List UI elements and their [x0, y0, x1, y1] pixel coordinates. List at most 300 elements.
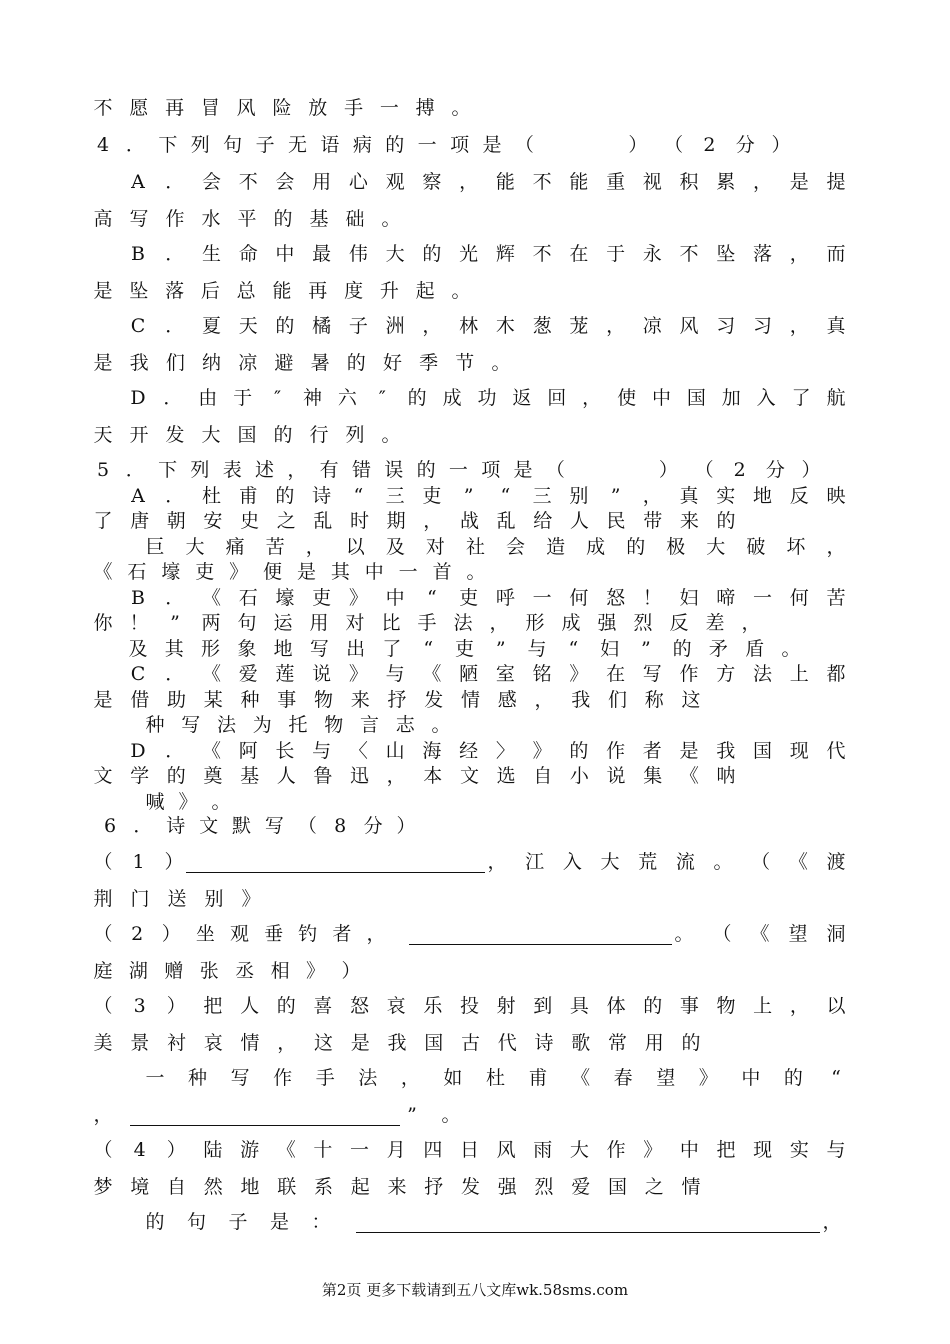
glyph: 心 [348, 171, 368, 193]
glyph: 是 [482, 134, 502, 156]
glyph: ， [459, 171, 479, 193]
glyph: 石 [127, 561, 147, 583]
glyph: 坐 [195, 923, 215, 945]
glyph: 情 [240, 1032, 260, 1054]
glyph: 学 [130, 765, 150, 787]
glyph: 了 [791, 387, 811, 409]
glyph: 不 [532, 243, 552, 265]
glyph: 的 [783, 1067, 803, 1089]
glyph: 》 [241, 888, 261, 910]
glyph: 的 [273, 208, 293, 230]
text-line [0, 386, 950, 410]
glyph: 发 [424, 689, 444, 711]
glyph: 把 [203, 995, 223, 1017]
glyph: 自 [166, 1176, 186, 1198]
glyph: ″ [274, 387, 282, 409]
glyph: 写 [230, 1067, 250, 1089]
glyph: 积 [679, 171, 699, 193]
glyph: 出 [346, 638, 366, 660]
glyph: 基 [240, 765, 260, 787]
glyph: 古 [460, 1032, 480, 1054]
glyph: 苦 [265, 536, 285, 558]
glyph: 诗 [166, 815, 186, 837]
glyph: 某 [203, 689, 223, 711]
glyph: 能 [495, 171, 515, 193]
glyph: 5 [96, 459, 110, 481]
glyph: 季 [419, 352, 439, 374]
glyph: 其 [164, 638, 184, 660]
glyph: 苦 [826, 587, 846, 609]
glyph: 坏 [786, 536, 806, 558]
glyph: 累 [716, 171, 736, 193]
glyph: 茏 [569, 315, 589, 337]
glyph: （ [514, 134, 534, 156]
glyph: 助 [166, 689, 186, 711]
glyph: “ [568, 638, 579, 660]
glyph: 对 [345, 612, 365, 634]
text-line [0, 662, 950, 686]
glyph: ． [133, 815, 153, 837]
glyph: ， [642, 485, 662, 507]
glyph: 志 [395, 714, 415, 736]
glyph: ， [487, 851, 507, 873]
glyph: 作 [606, 1139, 626, 1161]
glyph: ） [341, 960, 361, 982]
answer-blank[interactable] [409, 922, 672, 945]
glyph: 的 [275, 485, 295, 507]
glyph: 国 [424, 1032, 444, 1054]
page-footer: 第2页 更多下载请到五八文库wk.58sms.com [321, 1281, 629, 1299]
glyph: 作 [679, 663, 699, 685]
glyph: 作 [606, 740, 626, 762]
glyph: 林 [459, 315, 479, 337]
glyph: 巨 [145, 536, 165, 558]
glyph: A [131, 171, 145, 193]
glyph: 极 [666, 536, 686, 558]
glyph: 橘 [312, 315, 332, 337]
glyph: 。 [451, 280, 471, 302]
glyph: 别 [204, 888, 224, 910]
glyph: 中 [651, 387, 671, 409]
glyph: 光 [459, 243, 479, 265]
glyph: B [131, 587, 145, 609]
glyph: 《 [571, 1067, 591, 1089]
glyph: 言 [359, 714, 379, 736]
glyph: 成 [442, 387, 462, 409]
glyph: 丞 [235, 960, 255, 982]
glyph: 如 [443, 1067, 463, 1089]
glyph: 的 [407, 387, 427, 409]
glyph: 风 [496, 1139, 516, 1161]
glyph: ） [658, 459, 678, 481]
glyph: 分 [765, 459, 785, 481]
glyph: 《 [201, 663, 221, 685]
glyph: 写 [264, 815, 284, 837]
glyph: 中 [364, 561, 384, 583]
glyph: 为 [252, 714, 272, 736]
glyph: 春 [613, 1067, 633, 1089]
glyph: 呼 [495, 587, 515, 609]
glyph: 与 [826, 1139, 846, 1161]
text-line [0, 484, 950, 508]
glyph: 物 [324, 714, 344, 736]
glyph: 美 [93, 1032, 113, 1054]
fill-line [0, 1138, 950, 1162]
glyph: B [131, 243, 145, 265]
glyph: 。 [381, 208, 401, 230]
glyph: 六 [337, 387, 357, 409]
glyph: 项 [481, 459, 501, 481]
glyph: 湖 [128, 960, 148, 982]
fill-line [0, 887, 950, 911]
glyph: 壕 [275, 587, 295, 609]
glyph: 射 [496, 995, 516, 1017]
glyph: 子 [348, 315, 368, 337]
glyph: 分 [363, 815, 383, 837]
glyph: ” [495, 638, 506, 660]
glyph: 这 [313, 1032, 333, 1054]
glyph: 会 [506, 536, 526, 558]
fill-line [0, 922, 950, 946]
glyph: 别 [569, 485, 589, 507]
glyph: 不 [238, 171, 258, 193]
glyph: 了 [93, 510, 113, 532]
text-line [0, 535, 950, 559]
glyph: 行 [309, 424, 329, 446]
glyph: 事 [277, 689, 297, 711]
answer-blank[interactable] [356, 1210, 820, 1233]
glyph: 夏 [201, 315, 221, 337]
glyph: 的 [275, 315, 295, 337]
glyph: 现 [789, 740, 809, 762]
glyph: 歌 [571, 1032, 591, 1054]
glyph: 》 [698, 1067, 718, 1089]
glyph: 乱 [313, 510, 333, 532]
glyph: 啼 [716, 587, 736, 609]
glyph: 奠 [203, 765, 223, 787]
glyph: 〉 [495, 740, 515, 762]
glyph: 种 [188, 1067, 208, 1089]
glyph: 作 [273, 1067, 293, 1089]
glyph: 把 [716, 1139, 736, 1161]
glyph: ” [407, 1104, 417, 1126]
glyph: 以 [826, 995, 846, 1017]
glyph: 三 [532, 485, 552, 507]
glyph: 真 [679, 485, 699, 507]
glyph: ． [125, 134, 145, 156]
glyph: 度 [344, 280, 364, 302]
text-line [0, 96, 950, 120]
glyph: 反 [789, 485, 809, 507]
glyph: 在 [606, 663, 626, 685]
glyph: 洞 [826, 923, 846, 945]
glyph: 法 [453, 612, 473, 634]
glyph: 我 [129, 352, 149, 374]
glyph: 子 [255, 134, 275, 156]
glyph: 文 [93, 765, 113, 787]
glyph: 是 [789, 171, 809, 193]
glyph: 吏 [454, 638, 474, 660]
glyph: 十 [313, 1139, 333, 1161]
glyph: 平 [237, 208, 257, 230]
glyph: 《 [422, 663, 442, 685]
glyph: 自 [533, 765, 553, 787]
glyph: 乱 [496, 510, 516, 532]
text-line [0, 170, 950, 194]
glyph: ， [93, 1104, 113, 1126]
glyph: 。 [431, 714, 451, 736]
glyph: D [130, 387, 146, 409]
glyph: 实 [789, 1139, 809, 1161]
text-line [0, 458, 950, 482]
glyph: 我 [387, 1032, 407, 1054]
glyph: 爱 [571, 1176, 591, 1198]
glyph: 好 [382, 352, 402, 374]
glyph: 联 [277, 1176, 297, 1198]
glyph: 子 [228, 1211, 248, 1233]
glyph: 用 [644, 1032, 664, 1054]
glyph: 8 [334, 815, 347, 837]
glyph: 者 [642, 740, 662, 762]
glyph: 以 [345, 536, 365, 558]
glyph: 误 [384, 459, 404, 481]
glyph: 大 [569, 1139, 589, 1161]
glyph: 哀 [203, 1032, 223, 1054]
glyph: 中 [385, 587, 405, 609]
glyph: 习 [753, 315, 773, 337]
glyph: 境 [130, 1176, 150, 1198]
glyph: 险 [272, 97, 292, 119]
text-line [0, 739, 950, 763]
glyph: ” [463, 485, 474, 507]
glyph: 铭 [532, 663, 552, 685]
glyph: 文 [459, 765, 479, 787]
glyph: 形 [525, 612, 545, 634]
glyph: 》 [532, 740, 552, 762]
text-line [0, 207, 950, 231]
glyph: 代 [497, 1032, 517, 1054]
glyph: 乐 [423, 995, 443, 1017]
glyph: 室 [495, 663, 515, 685]
glyph: （ [545, 459, 565, 481]
glyph: 门 [130, 888, 150, 910]
glyph: 上 [789, 663, 809, 685]
glyph: 冒 [200, 97, 220, 119]
glyph: ， [422, 315, 442, 337]
text-line [0, 560, 950, 584]
glyph: 不 [532, 171, 552, 193]
glyph: 抒 [387, 689, 407, 711]
glyph: 2 [733, 459, 746, 481]
glyph: 我 [571, 689, 591, 711]
glyph: 相 [270, 960, 290, 982]
glyph: 称 [644, 689, 664, 711]
glyph: 辉 [495, 243, 515, 265]
glyph: 喜 [313, 995, 333, 1017]
glyph: 吏 [312, 587, 332, 609]
glyph: 生 [201, 243, 221, 265]
glyph: 首 [432, 561, 452, 583]
glyph: ， [753, 171, 773, 193]
glyph: 望 [656, 1067, 676, 1089]
glyph: 写 [309, 638, 329, 660]
text-line [0, 351, 950, 375]
glyph: 这 [681, 689, 701, 711]
glyph: 中 [275, 243, 295, 265]
glyph: 望 [788, 923, 808, 945]
glyph: 强 [597, 612, 617, 634]
glyph: ． [163, 387, 183, 409]
glyph: 诗 [534, 1032, 554, 1054]
glyph: 爱 [238, 663, 258, 685]
glyph: ， [789, 995, 809, 1017]
glyph: 风 [679, 315, 699, 337]
glyph: 诗 [312, 485, 332, 507]
glyph: 民 [606, 510, 626, 532]
glyph: 列 [190, 134, 210, 156]
glyph: ． [165, 243, 185, 265]
glyph: 痛 [225, 536, 245, 558]
glyph: 喊 [145, 791, 165, 813]
fill-line [0, 1066, 950, 1090]
glyph: （ [93, 1139, 113, 1161]
text-line [0, 133, 950, 157]
glyph: 本 [423, 765, 443, 787]
glyph: ， [277, 1032, 297, 1054]
glyph: 小 [569, 765, 589, 787]
glyph: 对 [425, 536, 445, 558]
glyph: 。 [441, 1104, 461, 1126]
glyph: 及 [128, 638, 148, 660]
glyph: 发 [460, 1176, 480, 1198]
glyph: 国 [686, 387, 706, 409]
glyph: 渡 [826, 851, 846, 873]
glyph: 愿 [129, 97, 149, 119]
glyph: 物 [716, 995, 736, 1017]
glyph: ， [582, 387, 602, 409]
glyph: 《 [750, 923, 770, 945]
glyph: 国 [607, 1176, 627, 1198]
glyph: 的 [716, 510, 736, 532]
glyph: 4 [133, 1139, 146, 1161]
glyph: 放 [308, 97, 328, 119]
glyph: 《 [679, 765, 699, 787]
glyph: ． [165, 587, 185, 609]
glyph: 》 [348, 587, 368, 609]
glyph: “ [427, 587, 437, 609]
glyph: 视 [642, 171, 662, 193]
glyph: 句 [223, 134, 243, 156]
answer-blank[interactable] [130, 1103, 400, 1126]
glyph: ） [396, 815, 416, 837]
glyph: 是 [93, 689, 113, 711]
glyph: ， [741, 612, 761, 634]
glyph: ） [166, 995, 186, 1017]
glyph: 与 [527, 638, 547, 660]
glyph: 下 [158, 459, 178, 481]
glyph: 景 [130, 1032, 150, 1054]
glyph: 反 [669, 612, 689, 634]
glyph: 。 [781, 638, 801, 660]
glyph: 的 [346, 352, 366, 374]
glyph: 造 [546, 536, 566, 558]
text-line [0, 790, 950, 814]
glyph: 》 [229, 561, 249, 583]
glyph: C [130, 663, 146, 685]
glyph: ， [366, 923, 386, 945]
glyph: 天 [93, 424, 113, 446]
glyph: 时 [350, 510, 370, 532]
glyph: A [131, 485, 145, 507]
glyph: 木 [495, 315, 515, 337]
glyph: 列 [190, 459, 210, 481]
glyph: 起 [415, 280, 435, 302]
answer-blank[interactable] [186, 850, 485, 873]
glyph: 》 [306, 960, 326, 982]
glyph: 何 [789, 587, 809, 609]
glyph: 的 [672, 638, 692, 660]
glyph: 列 [345, 424, 365, 446]
glyph: C [130, 315, 146, 337]
glyph: 吏 [195, 561, 215, 583]
glyph: 抒 [424, 1176, 444, 1198]
glyph: 习 [716, 315, 736, 337]
glyph: 一 [398, 561, 418, 583]
glyph: 之 [276, 510, 296, 532]
text-line [0, 279, 950, 303]
glyph: 莲 [275, 663, 295, 685]
glyph: 妇 [679, 587, 699, 609]
glyph: 国 [753, 740, 773, 762]
glyph: 2 [131, 923, 144, 945]
glyph: 。 [451, 97, 471, 119]
glyph: 们 [607, 689, 627, 711]
glyph: 四 [423, 1139, 443, 1161]
glyph: 体 [606, 995, 626, 1017]
glyph: 航 [826, 387, 846, 409]
glyph: 史 [240, 510, 260, 532]
glyph: 2 [703, 134, 716, 156]
glyph: 一 [379, 97, 399, 119]
glyph: 选 [496, 765, 516, 787]
glyph: 。 [491, 352, 511, 374]
glyph: 了 [382, 638, 402, 660]
glyph: 们 [165, 352, 185, 374]
glyph: 凉 [238, 352, 258, 374]
glyph: 而 [826, 243, 846, 265]
glyph: 方 [716, 663, 736, 685]
glyph: 象 [237, 638, 257, 660]
glyph: 游 [240, 1139, 260, 1161]
glyph: 说 [606, 765, 626, 787]
glyph: 投 [459, 995, 479, 1017]
glyph: 1 [132, 851, 145, 873]
glyph: 何 [569, 587, 589, 609]
text-line [0, 242, 950, 266]
glyph: 》 [569, 663, 589, 685]
glyph: 期 [386, 510, 406, 532]
glyph: 《 [93, 561, 113, 583]
glyph: 长 [275, 740, 295, 762]
fill-line [0, 959, 950, 983]
glyph: 烈 [633, 612, 653, 634]
glyph: 手 [344, 97, 364, 119]
glyph: （ [93, 851, 113, 873]
glyph: 。 [713, 851, 733, 873]
glyph: ） [166, 1139, 186, 1161]
glyph: ． [165, 171, 185, 193]
glyph: 命 [238, 243, 258, 265]
